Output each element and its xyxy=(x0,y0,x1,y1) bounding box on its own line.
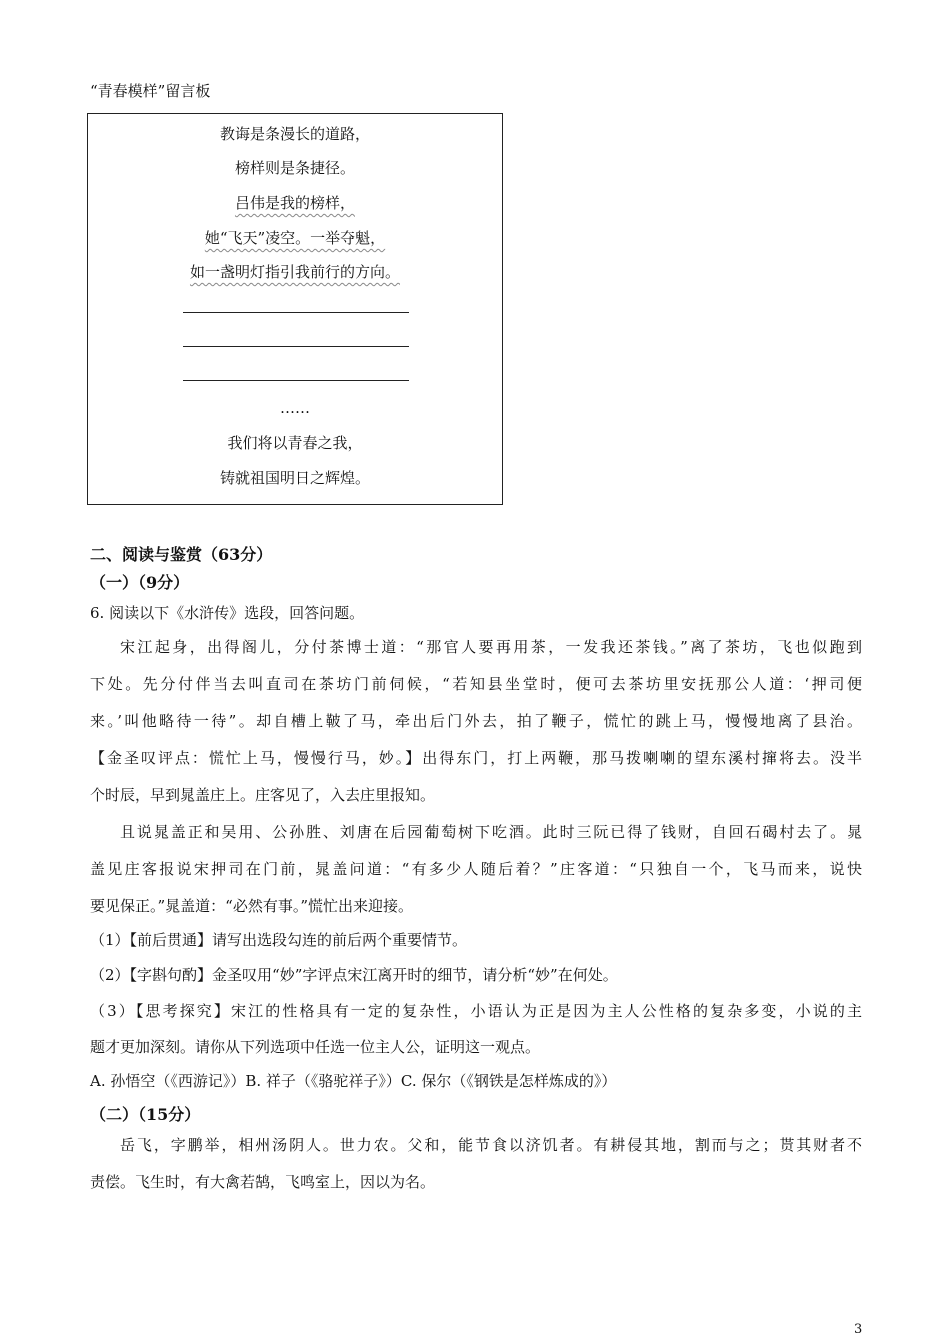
passage-line: 要见保正。”晁盖道：“必然有事。”慌忙出来迎接。 xyxy=(90,897,414,915)
passage-line: 个时辰，早到晁盖庄上。庄客见了，入去庄里报知。 xyxy=(90,786,436,804)
passage-line: 且说晁盖正和吴用、公孙胜、刘唐在后园葡萄树下吃酒。此时三阮已得了钱财，自回石碣村去了。晁 xyxy=(120,823,862,841)
options-line: A. 孙悟空（《西游记》）B. 祥子（《骆驼祥子》）C. 保尔（《钢铁是怎样炼成的》） xyxy=(90,1072,617,1090)
question-6: 6. 阅读以下《水浒传》选段，回答问题。 xyxy=(90,604,365,622)
passage-line: 宋江起身，出得阁儿，分付茶博士道：“那官人要再用茶，一发我还茶钱。”离了茶坊，飞也似跑到 xyxy=(120,638,862,656)
page-number: 3 xyxy=(854,1322,863,1337)
sub-question-2: （2）【字斟句酌】金圣叹用“妙”字评点宋江离开时的细节，请分析“妙”在何处。 xyxy=(90,966,618,984)
answer-blank-1[interactable] xyxy=(183,312,409,313)
poem-line-3: 吕伟是我的榜样， xyxy=(234,194,355,212)
part1-heading: （一）（9分） xyxy=(90,573,190,592)
poem-line-4-wrap xyxy=(88,227,502,249)
poem-line-6: 我们将以青春之我， xyxy=(227,434,363,452)
poem-line-3-wrap xyxy=(88,192,502,214)
section-heading: 二、阅读与鉴赏（63分） xyxy=(90,545,273,564)
passage-line: 责偿。飞生时，有大禽若鹄，飞鸣室上，因以为名。 xyxy=(90,1173,436,1191)
poem-line-5-wrap xyxy=(88,261,502,283)
answer-blank-3[interactable] xyxy=(183,380,409,381)
sub-question-3: （3）【思考探究】宋江的性格具有一定的复杂性，小语认为正是因为主人公性格的复杂多变，小说的主 xyxy=(90,1002,862,1020)
sub-question-1: （1）【前后贯通】请写出选段勾连的前后两个重要情节。 xyxy=(90,931,468,949)
message-board-title: “青春模样”留言板 xyxy=(90,82,211,100)
poem-line-5: 如一盏明灯指引我前行的方向。 xyxy=(189,263,400,281)
passage-line: 下处。先分付伴当去叫直司在茶坊门前伺候，“若知县坐堂时，便可去茶坊里安抚那公人道：‘押司便 xyxy=(90,675,862,693)
passage-line: 岳飞，字鹏举，相州汤阴人。世力农。父和，能节食以济饥者。有耕侵其地，割而与之；贳其财者不 xyxy=(120,1136,862,1154)
ellipsis: …… xyxy=(280,399,310,417)
poem-line-7: 铸就祖国明日之辉煌。 xyxy=(219,469,370,487)
answer-blank-2[interactable] xyxy=(183,346,409,347)
part2-heading: （二）（15分） xyxy=(90,1105,201,1124)
passage-line: 来。’叫他略待一待”。却自槽上鞁了马，牵出后门外去，拍了鞭子，慌忙的跳上马，慢慢地离了县治。 xyxy=(90,712,862,730)
sub-question-3-cont: 题才更加深刻。请你从下列选项中任选一位主人公，证明这一观点。 xyxy=(90,1038,541,1056)
passage-line: 盖见庄客报说宋押司在门前，晁盖问道：“有多少人随后着？”庄客道：“只独自一个，飞马而来，说快 xyxy=(90,860,862,878)
poem-line-1: 教诲是条漫长的道路， xyxy=(219,125,370,143)
passage-line: 【金圣叹评点：慌忙上马，慢慢行马，妙。】出得东门，打上两鞭，那马拨喇喇的望东溪村撺将去。没半 xyxy=(90,749,862,767)
poem-line-2: 榜样则是条捷径。 xyxy=(234,159,355,177)
poem-line-4: 她“飞天”凌空。一举夺魁， xyxy=(204,229,386,247)
message-board xyxy=(87,113,503,505)
